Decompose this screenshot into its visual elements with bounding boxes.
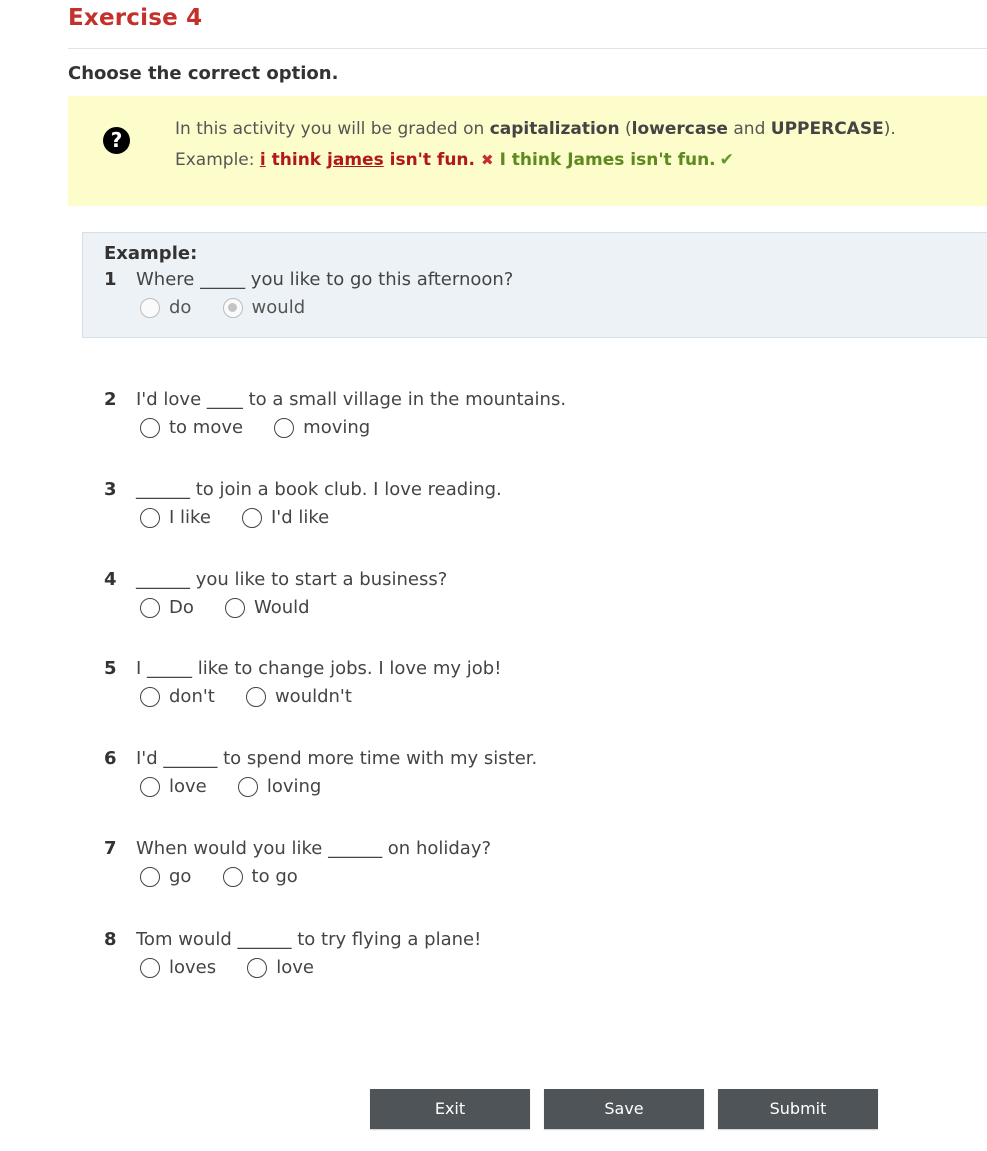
capitalization-note [68,96,987,206]
note-text: In this activity you will be graded on [175,119,490,139]
option-do[interactable] [140,597,194,618]
question-number: 6 [104,748,117,769]
option-label[interactable]: to go [251,866,298,887]
option-wouldnt[interactable] [246,686,352,707]
note-text: ). [883,119,896,139]
save-button[interactable]: Save [544,1089,704,1129]
wrong-word: i [259,150,266,170]
option-group [140,686,378,711]
option [223,297,306,318]
radio-button[interactable] [140,958,160,978]
radio-button[interactable] [140,598,160,618]
option-label: do [169,297,192,318]
option-love[interactable] [247,957,314,978]
radio-button[interactable] [140,867,160,887]
question-text: Tom would ______ to try flying a plane! [136,929,482,950]
cross-icon: ✖ [480,151,494,169]
option-to-go[interactable] [223,866,298,887]
correct-example: I think James isn't fun. [499,150,716,170]
question-5 [104,658,804,718]
radio-button[interactable] [140,508,160,528]
example-question [104,269,804,329]
question-3 [104,479,804,539]
radio-button[interactable] [225,598,245,618]
note-text: and [727,119,771,139]
option-label[interactable]: loving [266,776,322,797]
radio-button [140,298,160,318]
wrong-text: isn't fun. [383,150,475,170]
option-group [140,297,331,322]
option-label[interactable]: moving [303,417,371,438]
question-text: When would you like ______ on holiday? [136,838,492,859]
radio-button[interactable] [238,777,258,797]
example-label: Example: [104,243,198,264]
option-would[interactable] [225,597,310,618]
question-number: 3 [104,479,117,500]
submit-button[interactable]: Submit [718,1089,878,1129]
wrong-word: james [327,150,384,170]
question-text: I'd love ____ to a small village in the mountains. [136,389,567,410]
question-circle-icon: ? [103,127,130,154]
question-number: 7 [104,838,117,859]
option-id-like[interactable] [242,507,329,528]
check-icon: ✔ [719,150,734,170]
question-text: Where _____ you like to go this afternoon? [136,269,514,290]
note-line-1 [175,119,896,139]
option-label[interactable]: loves [169,957,217,978]
note-example-label: Example: [175,150,260,170]
option-label[interactable]: love [276,957,314,978]
radio-button[interactable] [140,777,160,797]
option-dont[interactable] [140,686,215,707]
radio-button[interactable] [246,687,266,707]
option-label[interactable]: wouldn't [274,686,352,707]
radio-button[interactable] [223,867,243,887]
option-loves[interactable] [140,957,216,978]
question-8 [104,929,804,989]
radio-button[interactable] [140,687,160,707]
radio-button[interactable] [140,418,160,438]
note-text: ( [619,119,632,139]
question-number: 4 [104,569,117,590]
option-group [140,507,355,532]
question-text: I'd ______ to spend more time with my sister. [136,748,538,769]
option-label[interactable]: go [169,866,192,887]
radio-button-selected [223,298,243,318]
note-line-2 [175,150,734,170]
wrong-text: think [265,150,328,170]
question-2 [104,389,804,449]
example-box [82,232,987,338]
question-text: ______ you like to start a business? [136,569,448,590]
option-to-move[interactable] [140,417,243,438]
option-label[interactable]: Do [169,597,194,618]
option-group [140,597,336,622]
question-number: 2 [104,389,117,410]
question-text: ______ to join a book club. I love reading. [136,479,502,500]
wrong-example [260,150,475,170]
instruction-text: Choose the correct option. [68,63,339,84]
note-bold-uppercase: UPPERCASE [770,119,884,139]
question-7 [104,838,804,898]
note-bold-capitalization: capitalization [489,119,620,139]
exercise-title: Exercise 4 [68,5,203,31]
option-love[interactable] [140,776,207,797]
option-label[interactable]: I like [169,507,211,528]
exit-button[interactable]: Exit [370,1089,530,1129]
option-label[interactable]: love [169,776,207,797]
option-label: would [251,297,306,318]
radio-button[interactable] [247,958,267,978]
question-4 [104,569,804,629]
question-6 [104,748,804,808]
option [140,297,191,318]
note-bold-lowercase: lowercase [631,119,728,139]
question-number: 8 [104,929,117,950]
option-loving[interactable] [238,776,322,797]
option-group [140,866,324,891]
option-label[interactable]: to move [169,417,244,438]
title-divider [68,48,987,49]
option-group [140,776,347,801]
option-label[interactable]: don't [169,686,215,707]
question-number: 5 [104,658,117,679]
question-number: 1 [104,269,117,290]
option-go[interactable] [140,866,191,887]
option-label[interactable]: I'd like [270,507,330,528]
option-label[interactable]: Would [253,597,310,618]
question-text: I _____ like to change jobs. I love my job! [136,658,502,679]
option-moving[interactable] [274,417,370,438]
option-group [140,417,396,442]
option-group [140,957,340,982]
radio-button[interactable] [242,508,262,528]
radio-button[interactable] [274,418,294,438]
option-i-like[interactable] [140,507,211,528]
